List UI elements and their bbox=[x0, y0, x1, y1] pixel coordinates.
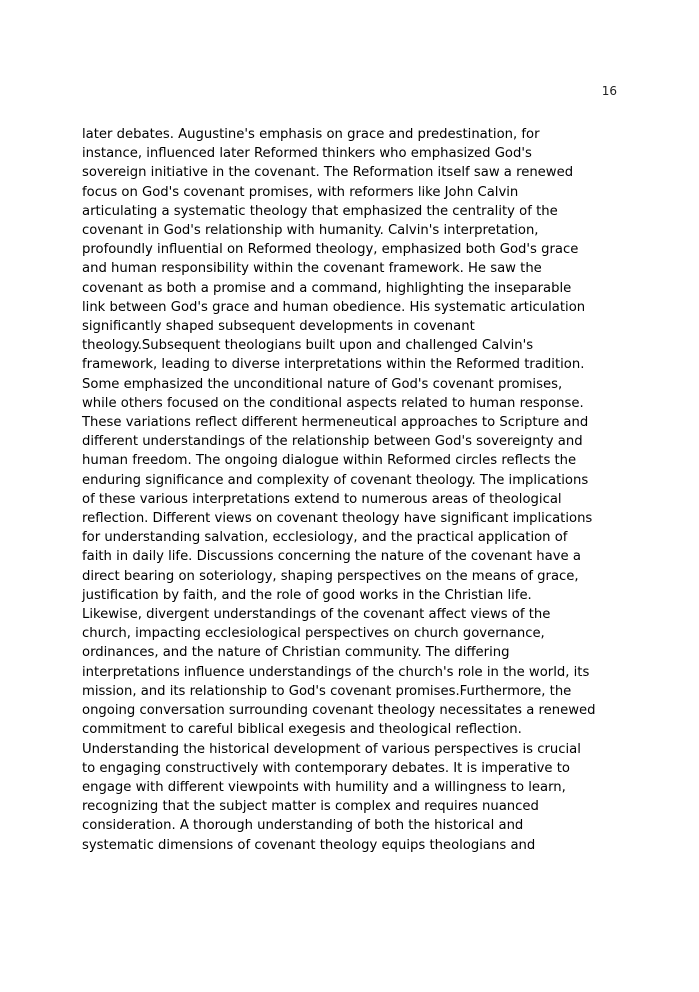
text-line: profoundly influential on Reformed theology, emphasized both God's grace bbox=[82, 242, 579, 258]
text-line: Some emphasized the unconditional nature of God's covenant promises, bbox=[82, 376, 563, 392]
text-line: mission, and its relationship to God's covenant promises.Furthermore, the bbox=[82, 683, 572, 699]
body-paragraph bbox=[82, 125, 622, 855]
text-line: significantly shaped subsequent developments in covenant bbox=[82, 319, 475, 335]
text-line: recognizing that the subject matter is complex and requires nuanced bbox=[82, 799, 539, 815]
text-line: interpretations influence understandings of the church's role in the world, its bbox=[82, 664, 590, 680]
text-line: focus on God's covenant promises, with reformers like John Calvin bbox=[82, 184, 519, 200]
text-line: later debates. Augustine's emphasis on grace and predestination, for bbox=[82, 127, 540, 142]
text-line: Understanding the historical development of various perspectives is crucial bbox=[82, 741, 581, 757]
text-line: covenant as both a promise and a command, highlighting the inseparable bbox=[82, 280, 572, 296]
text-line: reflection. Different views on covenant theology have significant implications bbox=[82, 511, 593, 527]
text-line: and human responsibility within the covenant framework. He saw the bbox=[82, 261, 542, 277]
text-line: ongoing conversation surrounding covenant theology necessitates a renewed bbox=[82, 703, 596, 719]
text-line: while others focused on the conditional aspects related to human response. bbox=[82, 395, 584, 411]
text-line: framework, leading to diverse interpretations within the Reformed tradition. bbox=[82, 357, 585, 373]
text-line: of these various interpretations extend to numerous areas of theological bbox=[82, 491, 562, 507]
text-line: These variations reflect different hermeneutical approaches to Scripture and bbox=[82, 415, 589, 431]
text-line: faith in daily life. Discussions concerning the nature of the covenant have a bbox=[82, 549, 581, 565]
text-line: enduring significance and complexity of covenant theology. The implications bbox=[82, 472, 589, 488]
text-line: ordinances, and the nature of Christian community. The differing bbox=[82, 645, 510, 661]
text-line: human freedom. The ongoing dialogue within Reformed circles reflects the bbox=[82, 453, 577, 469]
text-line: covenant in God's relationship with humanity. Calvin's interpretation, bbox=[82, 223, 539, 239]
text-line: instance, influenced later Reformed thinkers who emphasized God's bbox=[82, 146, 532, 162]
text-line: link between God's grace and human obedience. His systematic articulation bbox=[82, 299, 586, 315]
text-line: engage with different viewpoints with humility and a willingness to learn, bbox=[82, 779, 566, 795]
text-line: different understandings of the relationship between God's sovereignty and bbox=[82, 434, 583, 450]
text-line: theology.Subsequent theologians built upon and challenged Calvin's bbox=[82, 338, 534, 354]
text-line: commitment to careful biblical exegesis and theological reflection. bbox=[82, 722, 522, 738]
text-line: to engaging constructively with contemporary debates. It is imperative to bbox=[82, 760, 570, 776]
text-line: consideration. A thorough understanding of both the historical and bbox=[82, 818, 524, 834]
page-number: 16 bbox=[601, 84, 617, 98]
text-line: for understanding salvation, ecclesiology, and the practical application of bbox=[82, 530, 568, 546]
text-line: articulating a systematic theology that emphasized the centrality of the bbox=[82, 203, 558, 219]
text-line: justification by faith, and the role of good works in the Christian life. bbox=[82, 587, 532, 603]
text-line: Likewise, divergent understandings of the covenant affect views of the bbox=[82, 607, 551, 623]
text-line: systematic dimensions of covenant theology equips theologians and bbox=[82, 837, 536, 853]
text-line: church, impacting ecclesiological perspectives on church governance, bbox=[82, 626, 545, 642]
text-line: sovereign initiative in the covenant. The Reformation itself saw a renewed bbox=[82, 165, 574, 181]
text-line: direct bearing on soteriology, shaping perspectives on the means of grace, bbox=[82, 568, 579, 584]
